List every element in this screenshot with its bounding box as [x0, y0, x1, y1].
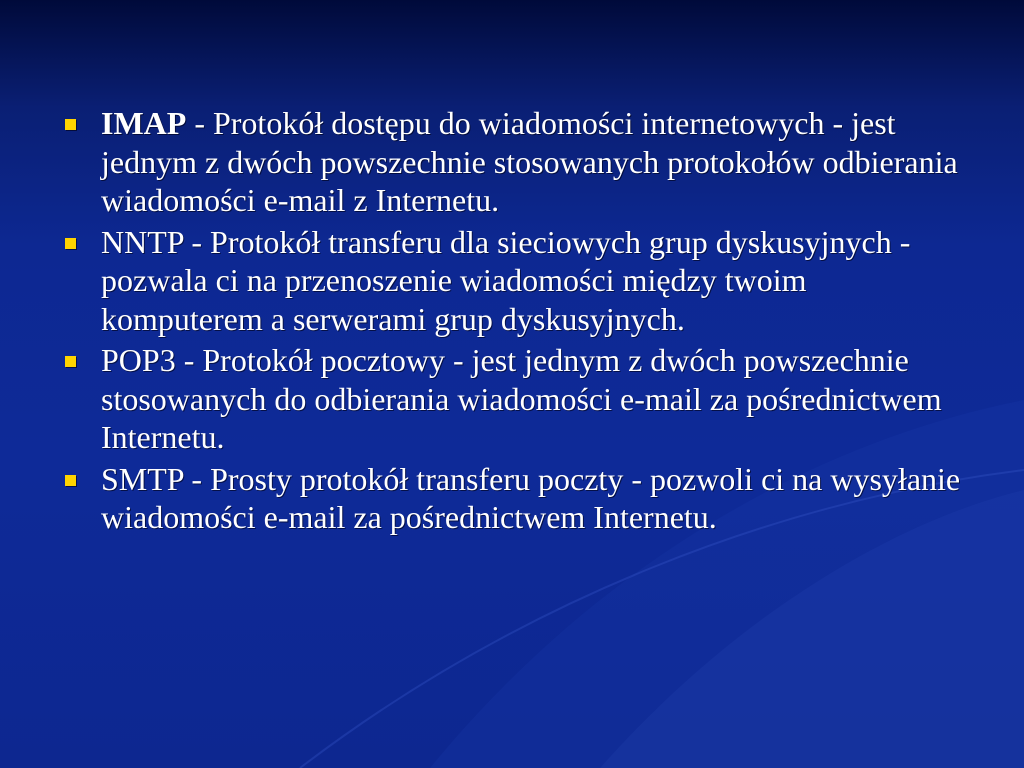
bullet-list: [60, 104, 970, 540]
bullet-item-pop3: [60, 341, 970, 457]
bullet-description: - Protokół dostępu do wiadomości internetowych - jest jednym z dwóch powszechnie stosowanych protokołów odbierania wiadomości e-mail z Internetu.: [101, 105, 958, 218]
bullet-term: POP3: [101, 342, 176, 378]
bullet-description: - Protokół transferu dla sieciowych grup dyskusyjnych - pozwala ci na przenoszenie wiadomości między twoim komputerem a serwerami grup dyskusyjnych.: [101, 223, 911, 337]
bullet-item-smtp: [60, 460, 970, 537]
square-bullet-icon: [65, 475, 76, 486]
bullet-term: SMTP: [101, 460, 184, 497]
square-bullet-icon: [65, 119, 76, 130]
square-bullet-icon: [65, 356, 76, 367]
bullet-term: NNTP: [101, 223, 184, 260]
bullet-description: - Prosty protokół transferu poczty - pozwoli ci na wysyłanie wiadomości e-mail za pośrednictwem Internetu.: [101, 460, 961, 535]
bullet-item-nntp: [60, 223, 970, 339]
bullet-description: - Protokół pocztowy - jest jednym z dwóch powszechnie stosowanych do odbierania wiadomości e-mail za pośrednictwem Internetu.: [101, 342, 942, 455]
square-bullet-icon: [65, 238, 76, 249]
bullet-term: IMAP: [101, 105, 187, 141]
bullet-item-imap: [60, 104, 970, 220]
